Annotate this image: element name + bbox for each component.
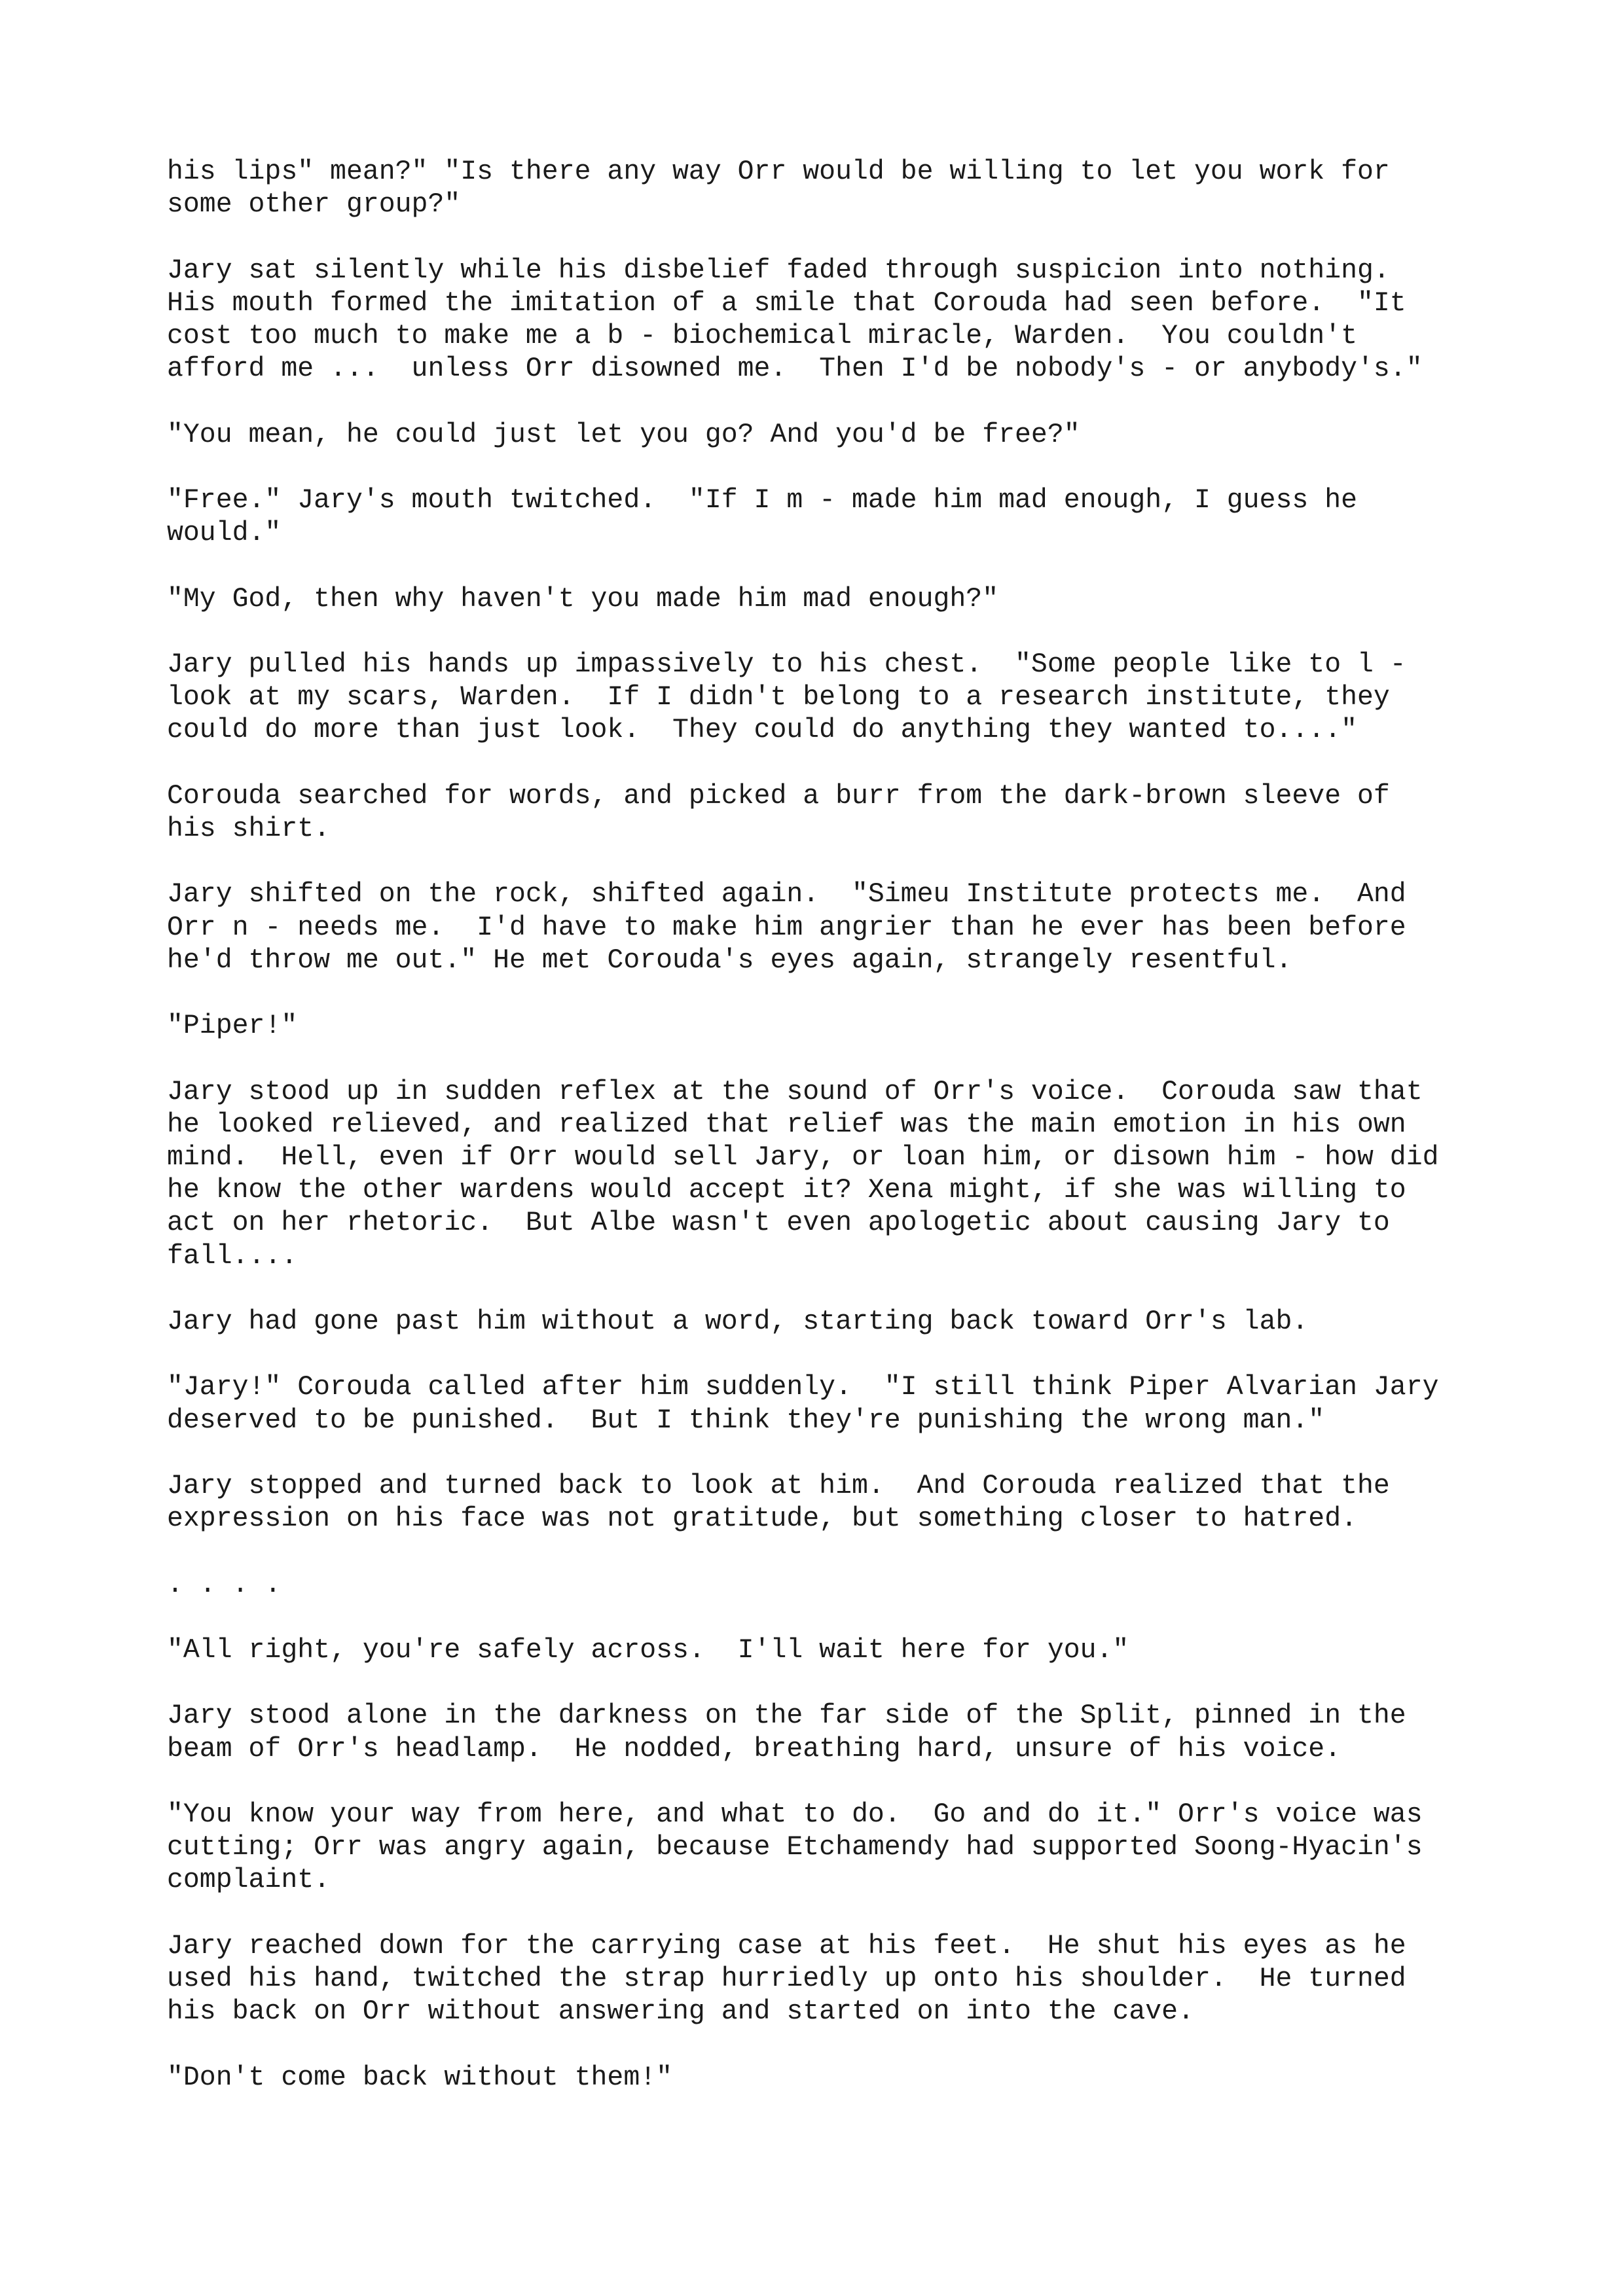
body-text (167, 156, 1529, 2094)
paragraph: Jary shifted on the rock, shifted again. "Simeu Institute protects me. And Orr n - needs me. I'd have to make him angrier than he ever has been before he'd throw me out." He met Corouda's eyes again, strangely resentful. (167, 879, 1406, 976)
paragraph: "Jary!" Corouda called after him suddenly. "I still think Piper Alvarian Jary deserved to be punished. But I think they're punishing the wrong man." (167, 1372, 1439, 1436)
paragraph: "Free." Jary's mouth twitched. "If I m - made him mad enough, I guess he would." (167, 484, 1357, 549)
paragraph: "My God, then why haven't you made him mad enough?" (167, 583, 999, 615)
paragraph: Jary reached down for the carrying case at his feet. He shut his eyes as he used his hand, twitched the strap hurriedly up onto his shoulder. He turned his back on Orr without answering and started on into the cave. (167, 1930, 1406, 2028)
paragraph: Jary stopped and turned back to look at him. And Corouda realized that the expression on his face was not gratitude, but something closer to hatred. (167, 1470, 1390, 1535)
paragraph: "All right, you're safely across. I'll wait here for you." (167, 1634, 1129, 1666)
paragraph: Jary stood alone in the darkness on the far side of the Split, pinned in the beam of Orr's headlamp. He nodded, breathing hard, unsure of his voice. (167, 1700, 1406, 1765)
paragraph: "You mean, he could just let you go? And you'd be free?" (167, 419, 1080, 450)
paragraph: Jary had gone past him without a word, starting back toward Orr's lab. (167, 1306, 1309, 1337)
paragraph: Jary sat silently while his disbelief faded through suspicion into nothing. His mouth formed the imitation of a smile that Corouda had seen before. "It cost too much to make me a b - biochemical miracle, Warden. You couldn't afford me ... unless Orr disowned me. Then I'd be nobody's - or anybody's." (167, 255, 1423, 385)
paragraph: Jary stood up in sudden reflex at the sound of Orr's voice. Corouda saw that he looked relieved, and realized that relief was the main emotion in his own mind. Hell, even if Orr would sell Jary, or loan him, or disown him - how did he know the other wardens would accept it? Xena might, if she was willing to act on her rhetoric. But Albe wasn't even apologetic about causing Jary to fall.... (167, 1076, 1439, 1272)
paragraph: Corouda searched for words, and picked a burr from the dark-brown sleeve of his shirt. (167, 780, 1390, 844)
paragraph: his lips" mean?" "Is there any way Orr would be willing to let you work for some other group?" (167, 156, 1390, 221)
paragraph: "Piper!" (167, 1011, 298, 1042)
paragraph: Jary pulled his hands up impassively to his chest. "Some people like to l - look at my scars, Warden. If I didn't belong to a research institute, they could do more than just look. They could do anything they wanted to...." (167, 649, 1406, 746)
scene-break: . . . . (167, 1569, 282, 1600)
paragraph: "You know your way from here, and what to do. Go and do it." Orr's voice was cutting; Orr was angry again, because Etchamendy had supported Soong-Hyacin's complaint. (167, 1799, 1423, 1896)
paragraph: "Don't come back without them!" (167, 2062, 673, 2093)
